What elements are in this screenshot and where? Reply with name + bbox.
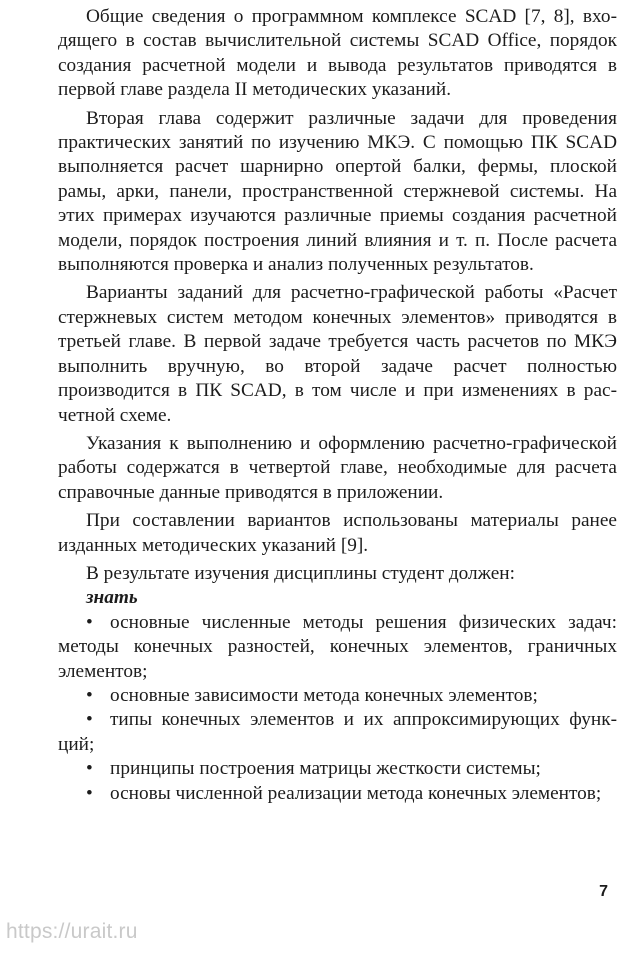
paragraph-second-chapter: Вторая глава содержит различные задачи для проведения практических занятий по изучению МКЭ. С помощью ПК SCAD выполняется расчет шарнирно опертой балки, фермы, плоской рамы, арки, панели, пространственной стержневой системы. На этих примерах изучаются различные приемы создания расчетной модели, порядок построения линий влияния и т. п. После расчета выполняются проверка и анализ полученных результатов. — [58, 107, 617, 276]
list-item — [58, 708, 617, 757]
list-item — [58, 757, 617, 781]
list-item-text: основные численные методы решения физических задач: методы конечных разностей, конечных элементов, граничных элементов; — [58, 611, 617, 682]
paragraph-assignment-variants: Варианты заданий для расчетно-графической работы «Расчет стержневых систем методом конечных элементов» приводятся в третьей главе. В первой задаче требуется часть расчетов по МКЭ выполнить вручную, во второй задаче расчет полностью производится в ПК SCAD, в том числе и при изменениях в расчетной схеме. — [58, 282, 617, 426]
paragraph-instructions: Указания к выполнению и оформлению расчетно-графической работы содержатся в четвертой главе, необходимые для расчета справочные данные приводятся в приложении. — [58, 432, 617, 503]
know-heading: знать — [86, 587, 138, 609]
list-item — [58, 684, 617, 708]
bullet-icon: • — [86, 782, 93, 804]
bullet-icon: • — [86, 611, 93, 633]
list-item-text: основы численной реализации метода конечных элементов; — [110, 782, 602, 804]
bullet-icon: • — [86, 758, 93, 780]
list-item-text: типы конечных элементов и их аппроксимирующих функций; — [58, 709, 617, 755]
paragraph-materials-used: При составлении вариантов использованы материалы ранее изданных методических указаний [9]. — [58, 510, 617, 556]
watermark-url: https://urait.ru — [6, 920, 138, 943]
paragraph-learning-outcomes: В результате изучения дисциплины студент должен: — [86, 562, 515, 584]
page-body — [58, 5, 617, 806]
bullet-icon: • — [86, 709, 93, 731]
list-item-text: основные зависимости метода конечных элементов; — [110, 684, 538, 706]
list-item-text: принципы построения матрицы жесткости системы; — [110, 758, 541, 780]
list-item — [58, 782, 617, 806]
bullet-icon: • — [86, 684, 93, 706]
page-number: 7 — [599, 883, 608, 900]
list-item — [58, 611, 617, 684]
paragraph-scad-overview: Общие сведения о программном комплексе SCAD [7, 8], входящего в состав вычислительной системы SCAD Office, порядок создания расчетной модели и вывода результатов приводятся в первой главе раздела II методических указаний. — [58, 6, 617, 101]
